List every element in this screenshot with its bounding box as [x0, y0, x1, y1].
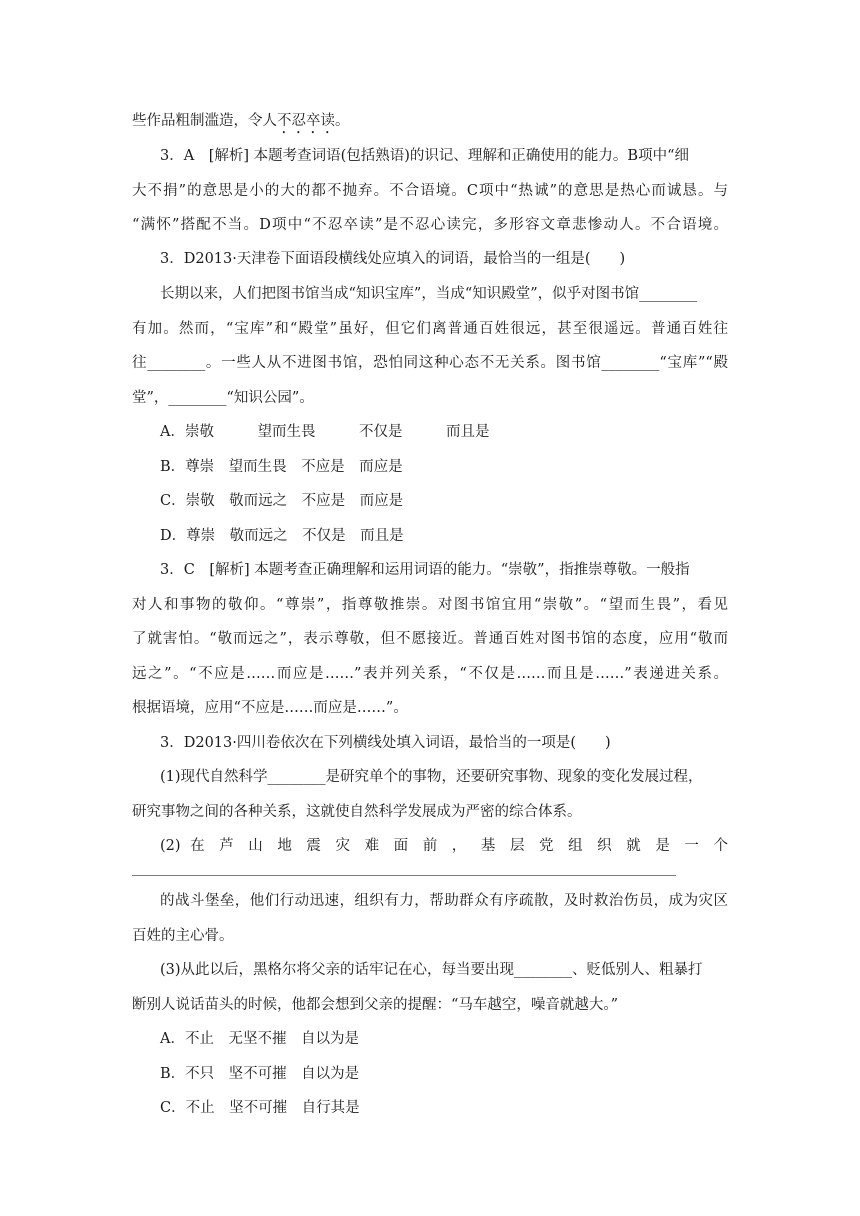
emphasized-phrase: 不忍卒读 — [277, 113, 335, 129]
answer-explanation-line: 3．A [解析] 本题考查词语(包括熟语)的识记、理解和正确使用的能力。B项中“细 — [160, 148, 689, 164]
answer-explanation-line: 根据语境，应用“不应是……而应是……”。 — [132, 700, 408, 716]
option-a: A．不止 无坚不摧 自以为是 — [160, 1031, 359, 1047]
text-segment: 。 — [335, 113, 350, 129]
passage-line: 长期以来，人们把图书馆当成“知识宝库”，当成“知识殿堂”，似乎对图书馆________ — [160, 286, 698, 302]
answer-explanation-line: 大不捐”的意思是小的大的都不抛弃。不合语境。C项中“热诚”的意思是热心而诚恳。与 — [132, 183, 728, 199]
answer-explanation-line: 对人和事物的敬仰。“尊崇”，指尊敬推崇。对图书馆宜用“崇敬”。“望而生畏”，看见 — [132, 597, 728, 613]
option-a: A．崇敬 望而生畏 不仅是 而且是 — [160, 424, 490, 440]
answer-explanation-line: 3．C [解析] 本题考查正确理解和运用词语的能力。“崇敬”，指推崇尊敬。一般指 — [160, 562, 690, 578]
question-stem: 3．D2013·四川卷依次在下列横线处填入词语，最恰当的一项是( ) — [160, 735, 611, 751]
option-c: C．崇敬 敬而远之 不应是 而应是 — [160, 493, 404, 509]
option-d: D．尊崇 敬而远之 不仅是 而且是 — [160, 528, 404, 544]
sentence-line: 断别人说话苗头的时候，他都会想到父亲的提醒：“马车越空，噪音就越大。” — [132, 997, 619, 1013]
sentence-line: 百姓的主心骨。 — [132, 928, 234, 944]
answer-explanation-line: “满怀”搭配不当。D项中“不忍卒读”是不忍心读完，多形容文章悲惨动人。不合语境。 — [132, 217, 728, 233]
sentence-line: (2) 在 芦 山 地 震 灾 难 面 前 ， 基 层 党 组 织 就 是 一 个 — [160, 838, 728, 854]
answer-explanation-line: 了就害怕。“敬而远之”，表示尊敬，但不愿接近。普通百姓对图书馆的态度，应用“敬而 — [132, 631, 728, 647]
passage-line: 有加。然而，“宝库”和“殿堂”虽好，但它们离普通百姓很远，甚至很遥远。普通百姓往 — [132, 321, 728, 337]
passage-line: 往________。一些人从不进图书馆，恐怕同这种心态不无关系。图书馆________“宝库”“殿 — [132, 355, 728, 371]
answer-blank-line — [132, 875, 676, 876]
sentence-line: 研究事物之间的各种关系，这就使自然科学发展成为严密的综合体系。 — [132, 804, 582, 820]
text-segment: 些作品粗制滥造，令人 — [132, 113, 277, 129]
sentence-line: (1)现代自然科学________是研究单个的事物，还要研究事物、现象的变化发展过程， — [160, 769, 703, 785]
passage-line: 堂”，________“知识公园”。 — [132, 390, 314, 406]
question-stem: 3．D2013·天津卷下面语段横线处应填入的词语，最恰当的一组是( ) — [160, 251, 626, 267]
sentence-line: 的战斗堡垒，他们行动迅速，组织有力，帮助群众有序疏散，及时救治伤员，成为灾区 — [160, 893, 728, 909]
paragraph-line — [132, 111, 350, 137]
option-b: B．不只 坚不可摧 自以为是 — [160, 1066, 360, 1082]
answer-explanation-line: 远之”。“不应是……而应是……”表并列关系，“不仅是……而且是……”表递进关系。 — [132, 666, 728, 682]
option-c: C．不止 坚不可摧 自行其是 — [160, 1100, 360, 1116]
sentence-line: (3)从此以后，黑格尔将父亲的话牢记在心，每当要出现________、贬低别人、粗暴打 — [160, 962, 703, 978]
option-b: B．尊崇 望而生畏 不应是 而应是 — [160, 459, 403, 475]
